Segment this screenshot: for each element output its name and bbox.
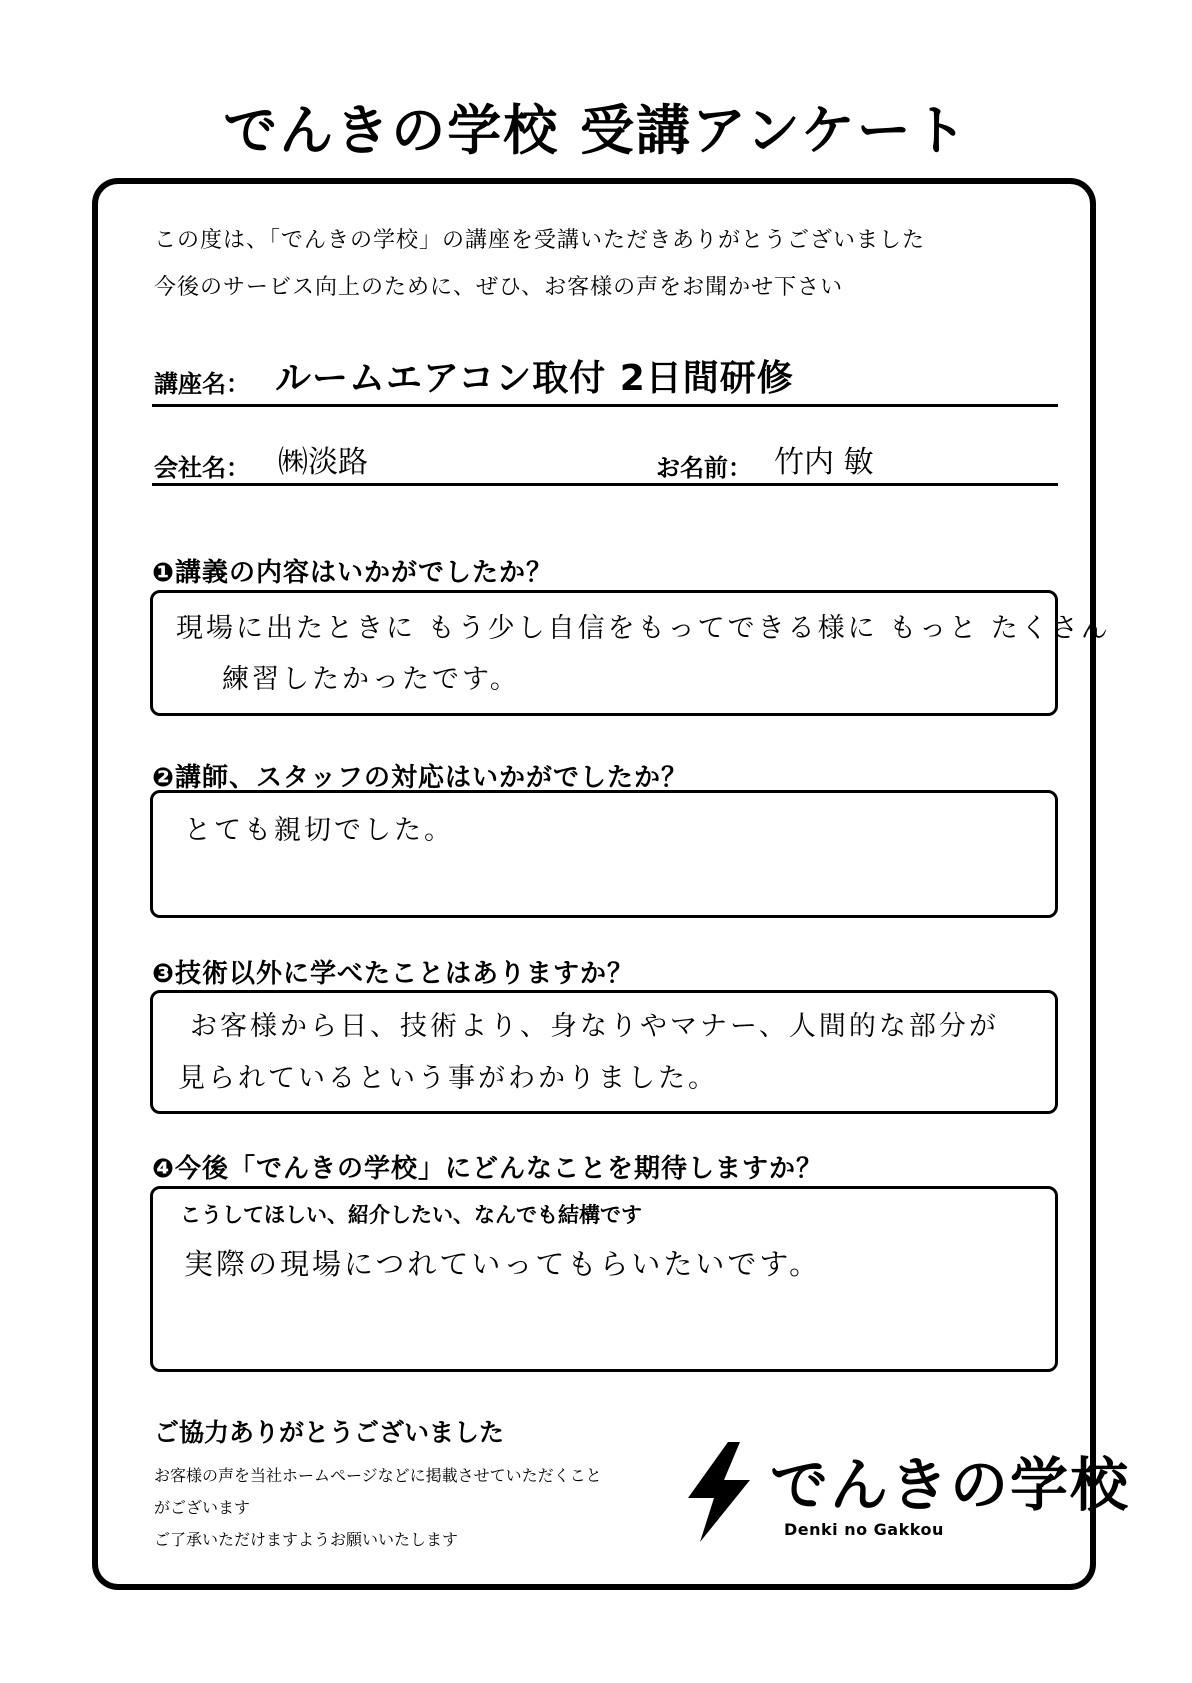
logo-wordmark: でんきの学校 [770,1451,1131,1519]
publish-note-line-3: ご了承いただけますようお願いいたします [154,1530,459,1549]
company-value: ㈱淡路 [278,445,368,480]
answer-3-box [150,990,1058,1114]
publish-note-line-2: がございます [154,1498,251,1517]
answer-1-line-1: 現場に出たときに もう少し自信をもってできる様に もっと たくさん [176,613,1111,644]
question-4-label: ❹今後「でんきの学校」にどんなことを期待しますか？ [152,1154,824,1184]
answer-1-box [150,590,1058,716]
question-3-label: ❸技術以外に学べたことはありますか？ [152,959,635,989]
question-4-hint: こうしてほしい、紹介したい、なんでも結構です [180,1203,642,1227]
answer-2-line-1: とても親切でした。 [184,815,454,846]
question-2-label: ❷講師、スタッフの対応はいかがでしたか？ [152,763,689,793]
logo-romanization: Denki no Gakkou [784,1520,944,1539]
company-name-underline [152,483,1058,486]
answer-1-line-2: 練習したかったです。 [222,664,520,695]
name-value: 竹内 敏 [774,445,874,480]
intro-line-2: 今後のサービス向上のために、ぜひ、お客様の声をお聞かせ下さい [154,275,844,300]
company-label: 会社名： [154,454,250,482]
course-underline [152,404,1058,407]
course-name: ルームエアコン取付 2日間研修 [275,358,794,399]
survey-title: でんきの学校 受講アンケート [223,99,969,162]
thanks-message: ご協力ありがとうございました [154,1418,505,1447]
answer-3-line-1: お客様から日、技術より、身なりやマナー、人間的な部分が [190,1011,999,1042]
publish-note-line-1: お客様の声を当社ホームページなどに掲載させていただくこと [154,1466,602,1485]
answer-4-line-1: 実際の現場につれていってもらいたいです。 [184,1247,822,1281]
answer-3-line-2: 見られているという事がわかりました。 [178,1063,718,1094]
question-1-label: ❶講義の内容はいかがでしたか？ [152,558,554,588]
intro-line-1: この度は、「でんきの学校」の講座を受講いただきありがとうございました [154,228,926,253]
name-label: お名前： [656,454,752,482]
school-logo [684,1430,1131,1550]
lightning-bolt-icon [684,1442,754,1542]
course-label: 講座名： [154,370,250,398]
answer-2-box [150,790,1058,918]
